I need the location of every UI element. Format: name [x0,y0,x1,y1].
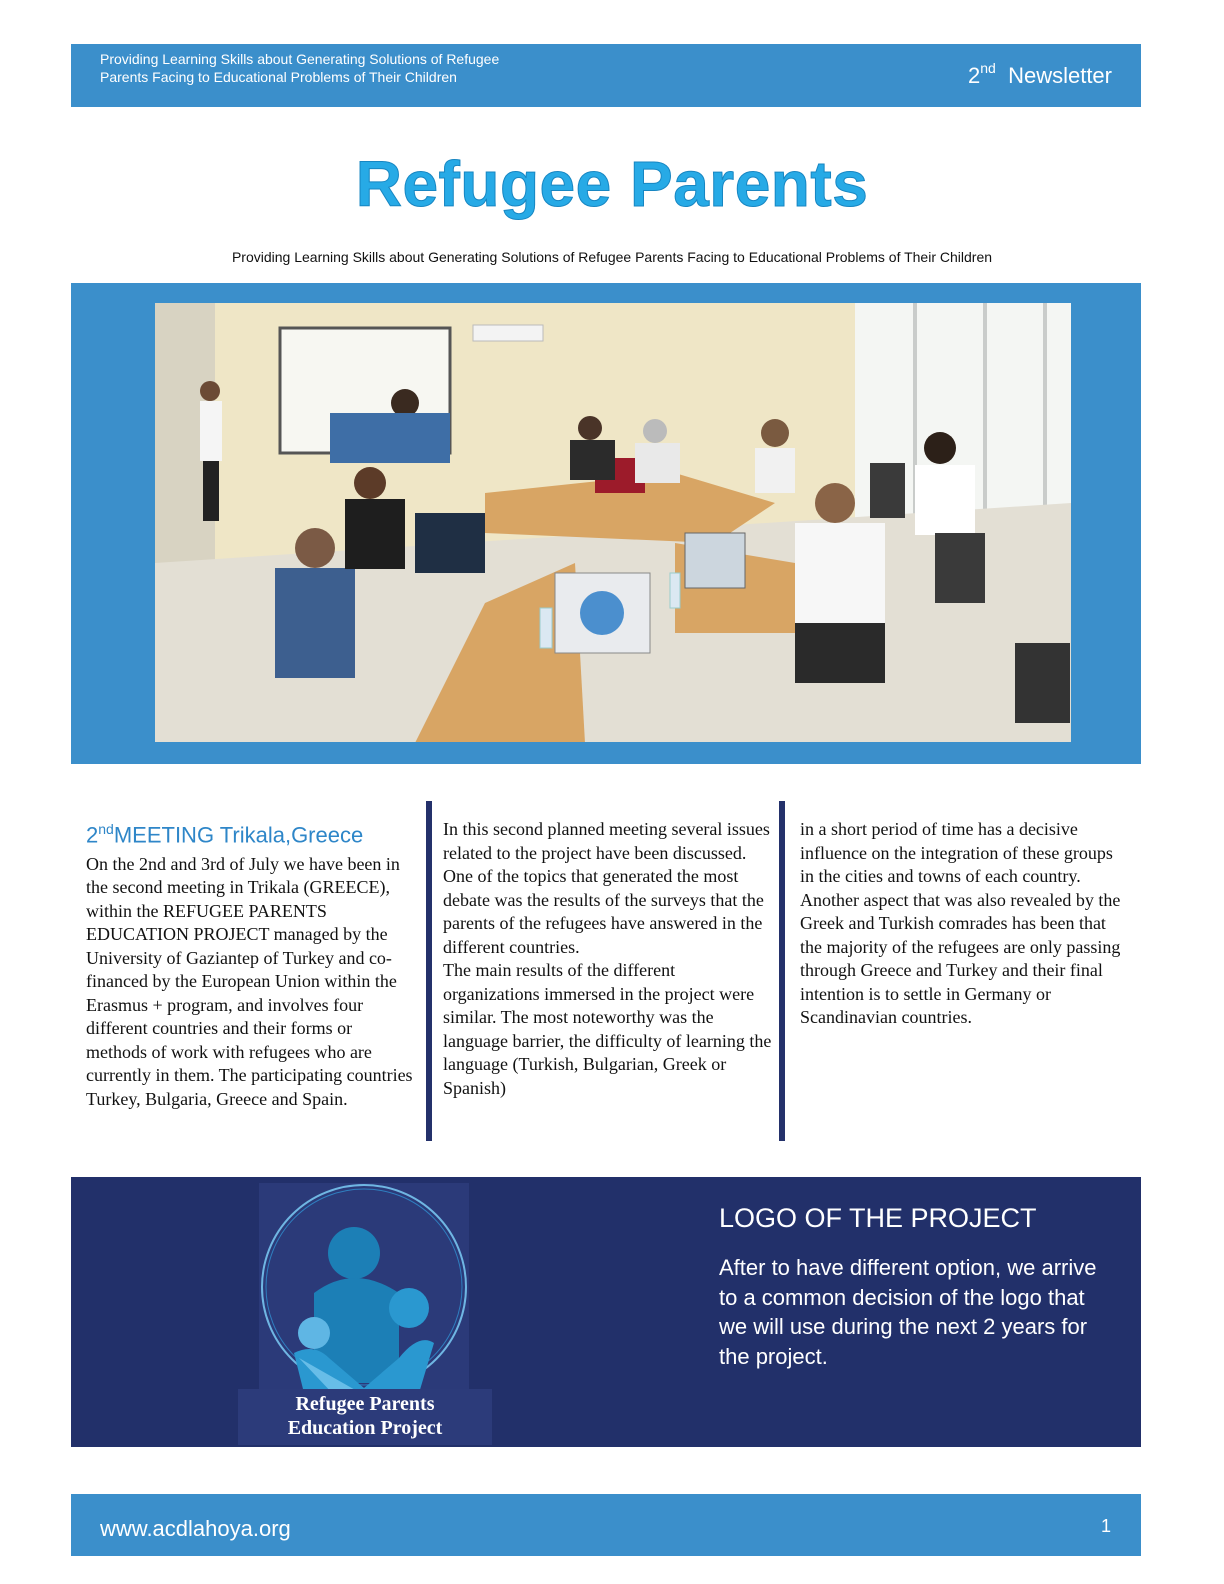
photo-frame [71,283,1141,764]
edition-label: Newsletter [1008,63,1112,88]
article-column-3 [800,818,1130,1030]
header-subtitle [100,50,600,86]
logo-description: After to have different option, we arrive to a common decision of the logo that we will use during the next 2 years for the project. [719,1255,1097,1369]
column-divider-2 [779,801,785,1141]
article-text-2: In this second planned meeting several issues related to the project have been discussed. One of the topics that generated the most debate was the results of the surveys that the parents of the refugees have answered in the different countries. [443,819,770,957]
logo-caption [238,1392,492,1440]
tagline: Providing Learning Skills about Generating Solutions of Refugee Parents Facing to Educational Problems of Their Children [231,249,993,265]
logo-caption-line1: Refugee Parents [295,1393,435,1415]
logo-heading: LOGO OF THE PROJECT [719,1203,1037,1233]
newsletter-edition [968,60,1112,89]
meeting-heading [86,818,416,847]
header-band [71,44,1141,107]
logo-section [71,1177,1141,1447]
edition-suffix: nd [980,60,996,76]
header-subtitle-line2: Parents Facing to Educational Problems of Their Children [100,69,457,85]
header-subtitle-line1: Providing Learning Skills about Generating Solutions of Refugee [100,51,500,67]
meeting-heading-num: 2 [86,822,99,848]
article-text-2b: The main results of the different organizations immersed in the project were similar. The most noteworthy was the language barrier, the difficulty of learning the language (Turkish, Bulgarian, Greek or Spanish) [443,960,772,1098]
meeting-heading-text: MEETING Trikala,Greece [113,822,364,848]
edition-number: 2 [968,63,981,88]
article-column-1 [86,818,416,1111]
page-number: 1 [1100,1516,1111,1536]
footer-band [71,1494,1141,1556]
footer-url[interactable]: www.acdlahoya.org [100,1516,291,1541]
logo-caption-line2: Education Project [287,1417,443,1439]
article-text-3: in a short period of time has a decisive influence on the integration of these groups in the cities and towns of each country. Another aspect that was also revealed by the Greek and Turkish comrades has been that the majority of the refugees are only passing through Greece and Turkey and their final intention is to settle in Germany or Scandinavian countries. [800,819,1121,1027]
article-text-1: On the 2nd and 3rd of July we have been in the second meeting in Trikala (GREECE), within the REFUGEE PARENTS EDUCATION PROJECT managed by the University of Gaziantep of Turkey and co-financed by the European Union within the Erasmus + program, and involves four different countries and their forms or methods of work with refugees who are currently in them. The participating countries Turkey, Bulgaria, Greece and Spain. [86,853,413,1109]
meeting-photo-illustration [155,303,1071,742]
article-column-2 [443,818,773,1100]
meeting-heading-sup: nd [98,821,114,837]
meeting-photo [155,303,1071,742]
page-title: Refugee Parents [355,148,869,220]
column-divider-1 [426,801,432,1141]
